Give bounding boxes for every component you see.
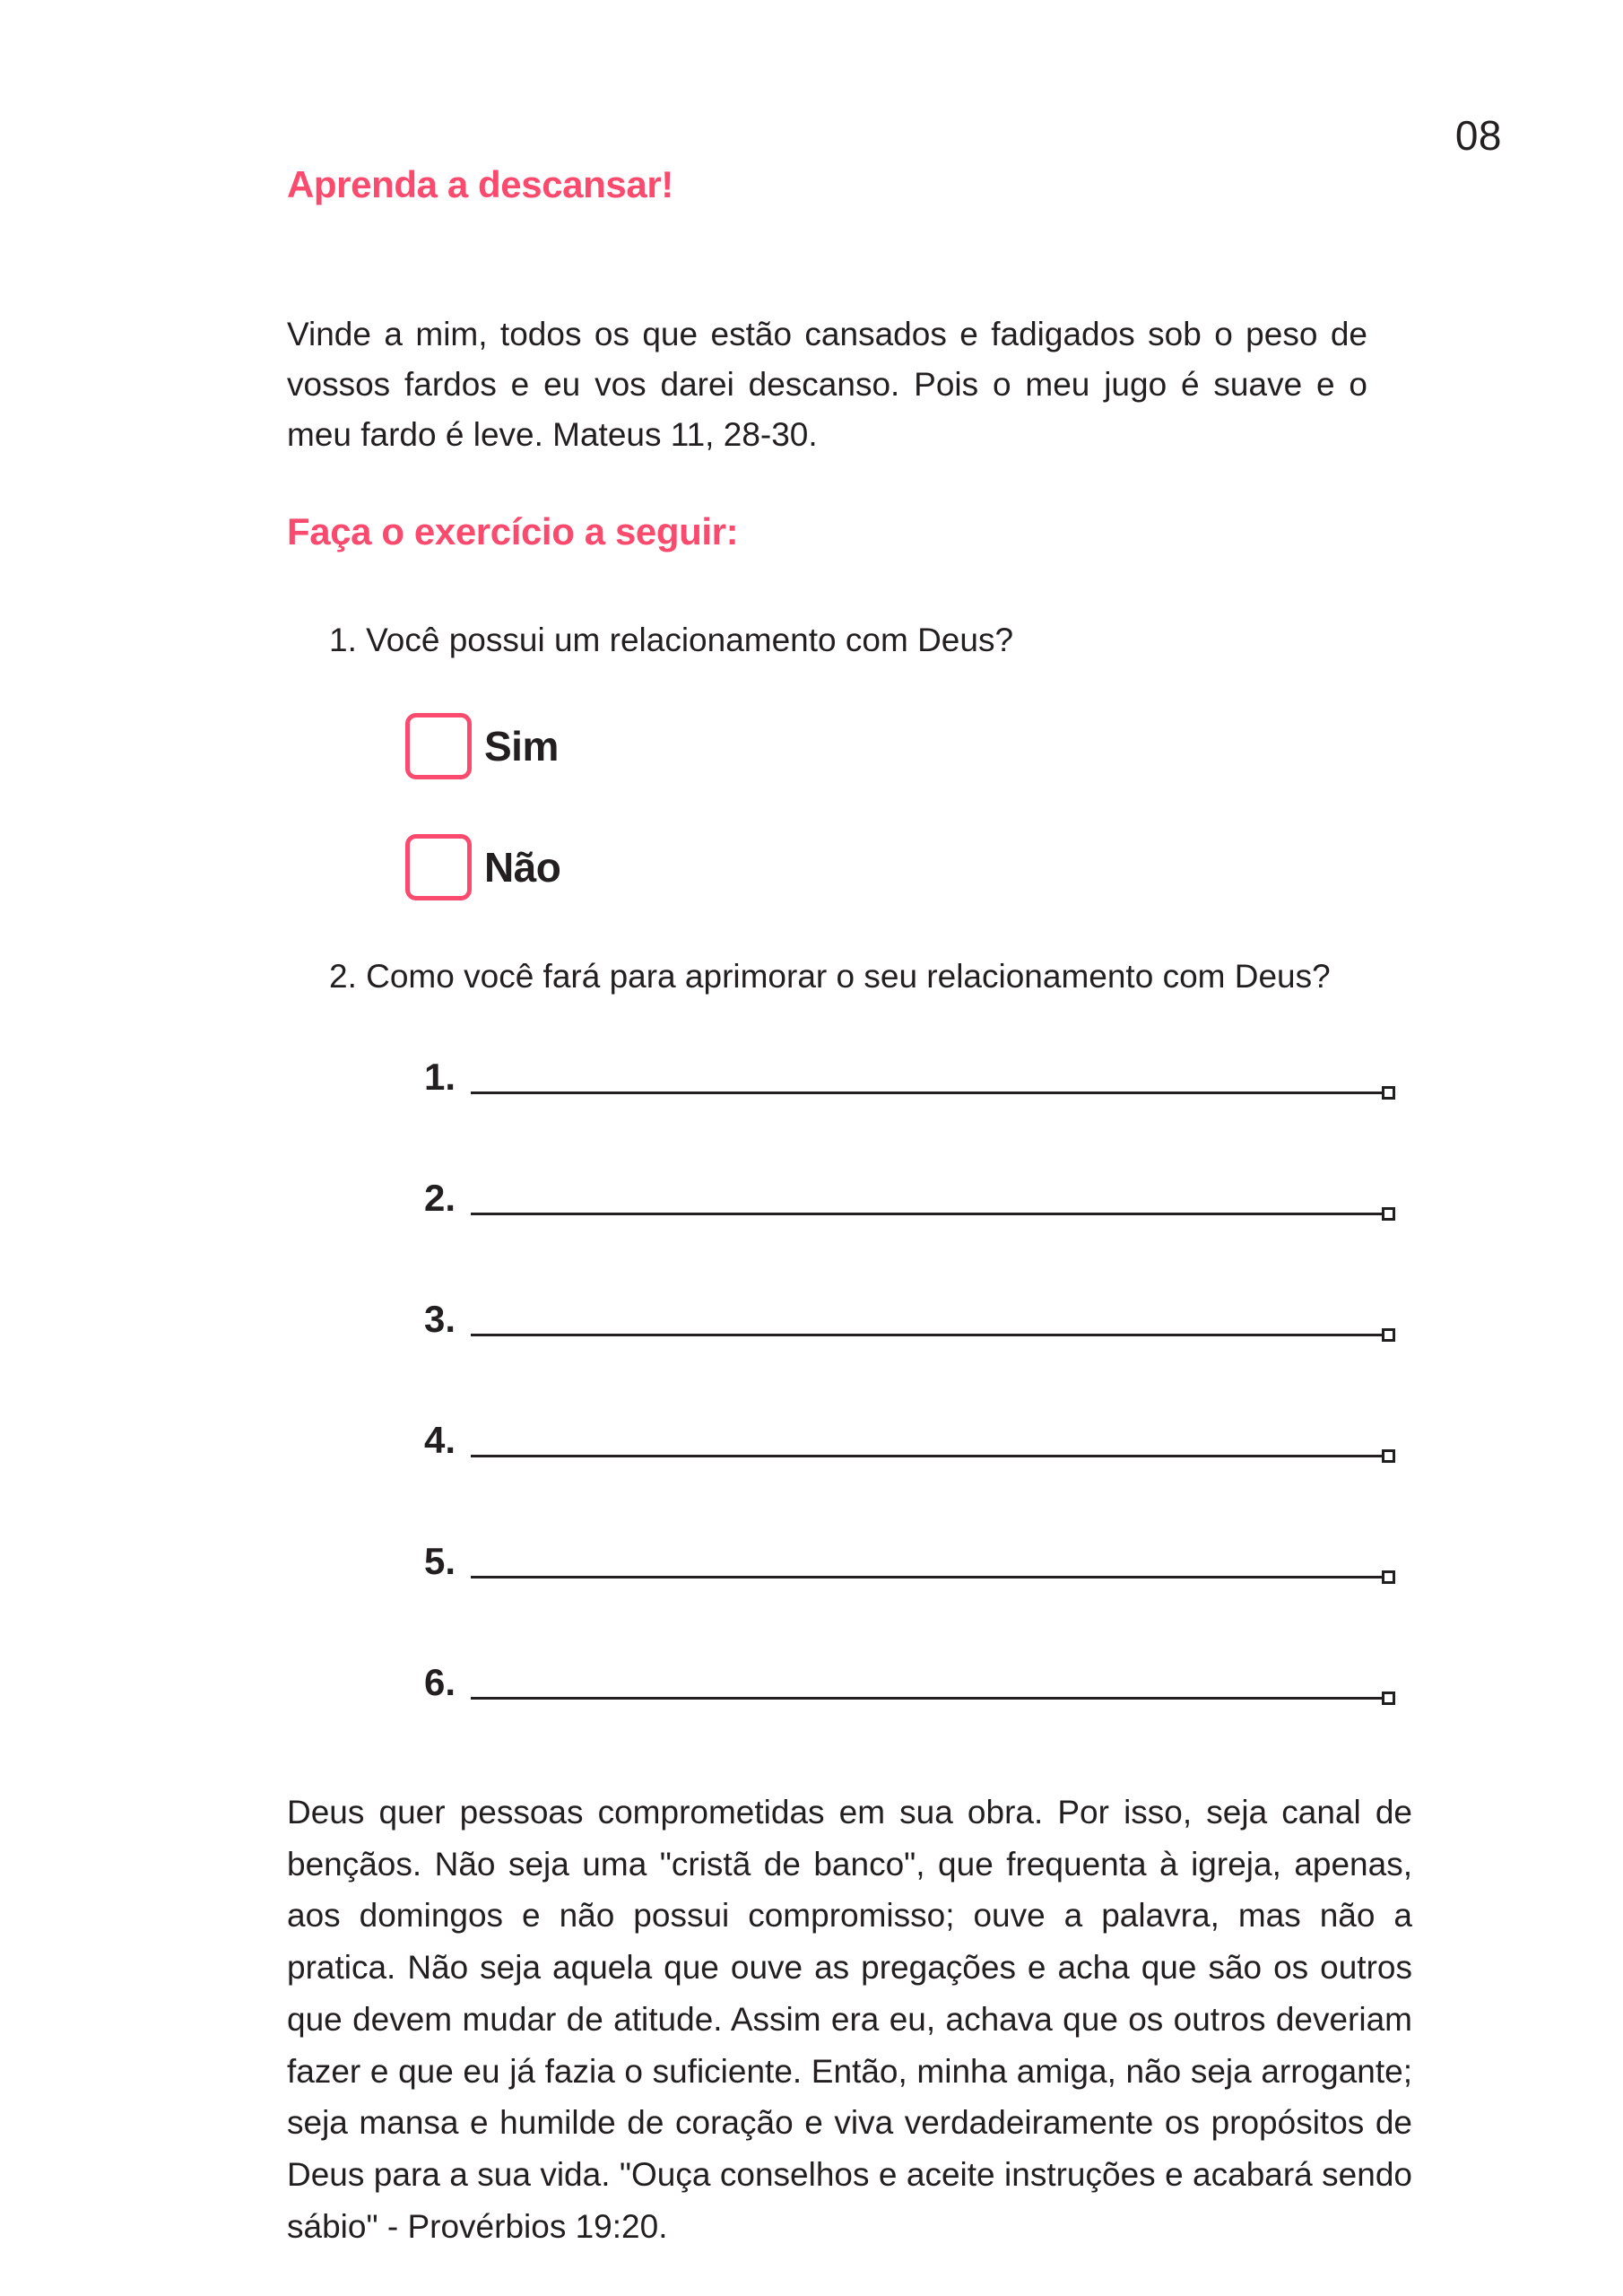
scripture-paragraph: Vinde a mim, todos os que estão cansados e fadigados sob o peso de vossos fardos e eu vos darei descanso. Pois o meu jugo é suave e o meu fardo é leve. Mateus 11, 28-30. xyxy=(287,316,1367,454)
answer-line-row[interactable] xyxy=(0,1179,1623,1300)
answer-line-number: 5. xyxy=(423,1540,456,1582)
answer-line-endcap-square-icon xyxy=(1382,1449,1395,1463)
page-number: 08 xyxy=(1454,112,1502,159)
question-1-text: 1. Você possui um relacionamento com Deus? xyxy=(329,622,1014,658)
closing-paragraph: Deus quer pessoas comprometidas em sua obra. Por isso, seja canal de bençãos. Não seja uma "cristã de banco", que frequenta à igreja, apenas, aos domingos e não possui compromisso; ouve a palavra, mas não a pratica. Não seja aquela que ouve as pregações e acha que são os outros que devem mudar de atitude. Assim era eu, achava que os outros deveriam fazer e que eu já fazia o suficiente. Então, minha amiga, não seja arrogante; seja mansa e humilde de coração e viva verdadeiramente os propósitos de Deus para a sua vida. "Ouça conselhos e aceite instruções e acabará sendo sábio" - Provérbios 19:20. xyxy=(287,1794,1412,2245)
answer-line-row[interactable] xyxy=(0,1540,1623,1664)
answer-line-endcap-square-icon xyxy=(1382,1570,1395,1584)
answer-line-rule[interactable] xyxy=(471,1091,1385,1094)
answer-line-endcap-square-icon xyxy=(1382,1086,1395,1100)
answer-line-row[interactable] xyxy=(0,1661,1623,1785)
answer-line-rule[interactable] xyxy=(471,1455,1385,1457)
question-2-text: 2. Como você fará para aprimorar o seu relacionamento com Deus? xyxy=(329,958,1331,995)
answer-line-rule[interactable] xyxy=(471,1697,1385,1700)
answer-line-row[interactable] xyxy=(0,1300,1623,1422)
option-row-sim[interactable] xyxy=(405,713,559,779)
answer-line-row[interactable] xyxy=(0,1058,1623,1179)
checkbox-nao[interactable] xyxy=(405,834,472,900)
answer-line-number: 3. xyxy=(423,1298,456,1340)
answer-line-endcap-square-icon xyxy=(1382,1692,1395,1705)
section-title-faca-o-exercicio: Faça o exercício a seguir: xyxy=(287,510,739,552)
answer-lines-group xyxy=(0,1058,1623,1785)
answer-line-rule[interactable] xyxy=(471,1213,1385,1215)
answer-line-number: 2. xyxy=(423,1177,456,1219)
checkbox-label-nao: Não xyxy=(484,844,561,891)
answer-line-endcap-square-icon xyxy=(1382,1328,1395,1342)
answer-line-row[interactable] xyxy=(0,1419,1623,1543)
answer-line-number: 6. xyxy=(423,1661,456,1703)
answer-line-number: 1. xyxy=(423,1056,456,1098)
page-title-aprenda-a-descansar: Aprenda a descansar! xyxy=(287,163,673,205)
answer-line-rule[interactable] xyxy=(471,1576,1385,1578)
answer-line-number: 4. xyxy=(423,1419,456,1461)
answer-line-rule[interactable] xyxy=(471,1334,1385,1336)
checkbox-label-sim: Sim xyxy=(484,723,559,770)
option-row-nao[interactable] xyxy=(405,834,560,900)
checkbox-sim[interactable] xyxy=(405,713,472,779)
answer-line-endcap-square-icon xyxy=(1382,1207,1395,1221)
